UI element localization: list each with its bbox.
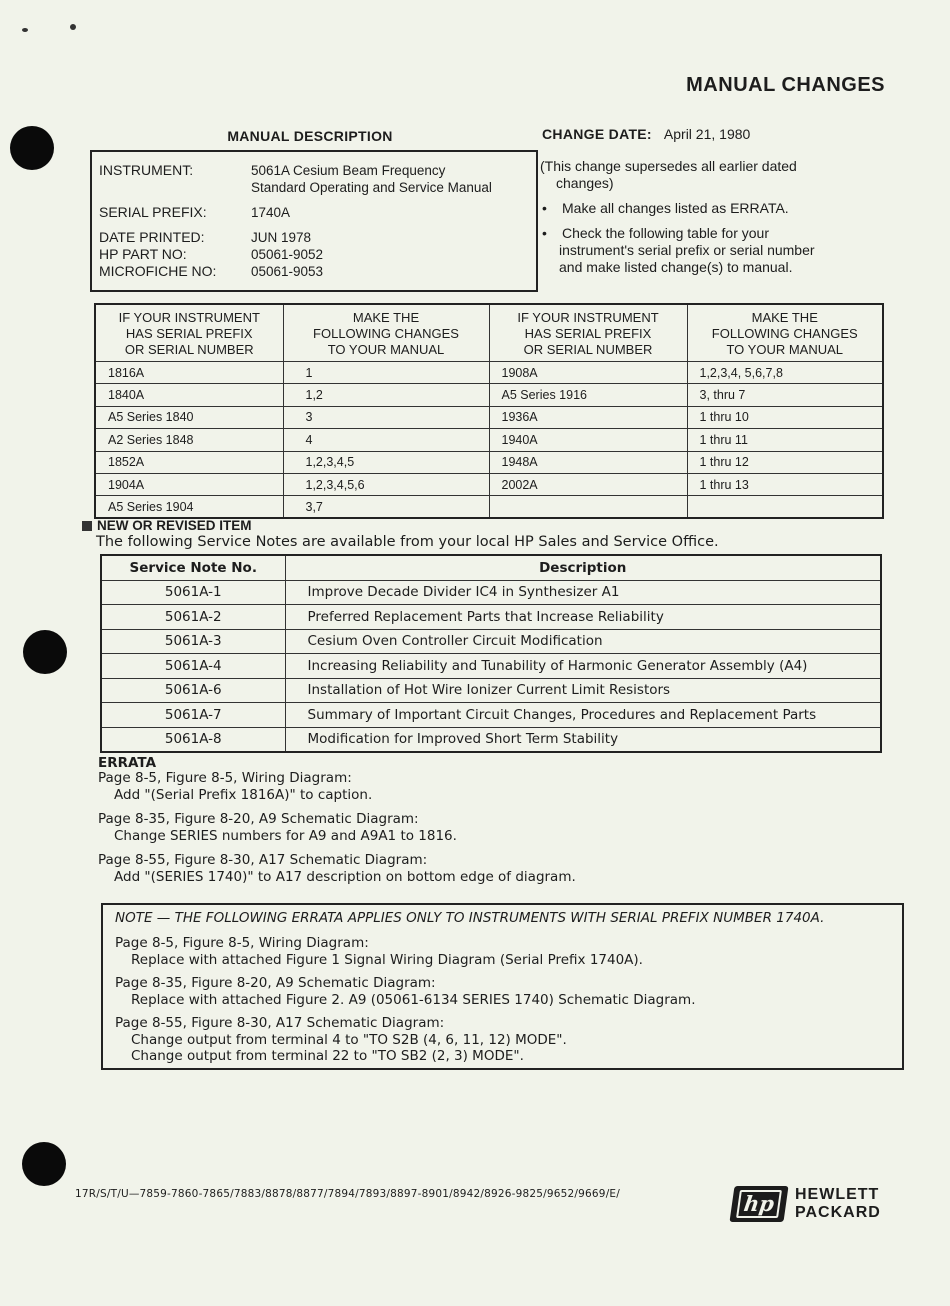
right-serial-cell: 1908A: [489, 362, 687, 384]
footer-distribution-codes: 17R/S/T/U—7859-7860-7865/7883/8878/8877/7894/7893/8897-8901/8942/8926-9825/9652/9669/E/: [75, 1188, 620, 1200]
errata-action: Change SERIES numbers for A9 and A9A1 to 1816.: [114, 828, 457, 844]
left-serial-cell: 1816A: [95, 362, 283, 384]
left-serial-cell: A5 Series 1904: [95, 496, 283, 518]
instrument-label: INSTRUMENT:: [99, 162, 194, 178]
left-serial-cell: A5 Series 1840: [95, 406, 283, 428]
table-header-row: [101, 555, 881, 580]
supersedes-line1: (This change supersedes all earlier dated: [540, 158, 797, 174]
errata-action: Add "(Serial Prefix 1816A)" to caption.: [114, 787, 373, 803]
hp-part-no-value: 05061-9052: [251, 247, 324, 262]
service-notes-table: [100, 554, 882, 753]
left-changes-cell: 3: [283, 406, 489, 428]
service-note-number: 5061A-1: [101, 580, 285, 605]
company-line2: PACKARD: [795, 1204, 881, 1221]
left-serial-cell: 1852A: [95, 451, 283, 473]
service-note-number: 5061A-3: [101, 629, 285, 654]
note-ref: Page 8-55, Figure 8-30, A17 Schematic Diagram:: [115, 1015, 445, 1031]
table-row: [101, 727, 881, 752]
instrument-value-line2: Standard Operating and Service Manual: [251, 180, 492, 195]
service-note-description: Summary of Important Circuit Changes, Procedures and Replacement Parts: [285, 703, 881, 728]
table-row: [95, 406, 883, 428]
service-note-number: 5061A-6: [101, 678, 285, 703]
table-row: [95, 362, 883, 384]
document-title: MANUAL CHANGES: [686, 74, 885, 96]
note-title: NOTE — THE FOLLOWING ERRATA APPLIES ONLY TO INSTRUMENTS WITH SERIAL PREFIX NUMBER 1740A.: [115, 910, 825, 926]
header-changes-left: MAKE THE FOLLOWING CHANGES TO YOUR MANUAL: [283, 304, 489, 362]
table-row: [101, 654, 881, 679]
note-box: [101, 903, 904, 1070]
service-note-number: 5061A-7: [101, 703, 285, 728]
header-service-note-no: Service Note No.: [101, 555, 285, 580]
instrument-row: [99, 162, 529, 196]
table-row: [101, 703, 881, 728]
errata-item: [98, 770, 372, 804]
company-name: [795, 1186, 881, 1222]
errata-ref: Page 8-55, Figure 8-30, A17 Schematic Diagram:: [98, 852, 428, 868]
supersedes-line2: changes): [556, 175, 614, 191]
note-action: Replace with attached Figure 1 Signal Wiring Diagram (Serial Prefix 1740A).: [131, 951, 643, 968]
binder-hole-3: [22, 1142, 66, 1186]
right-serial-cell: 1940A: [489, 429, 687, 451]
change-date: [542, 126, 750, 142]
note-action: Change output from terminal 4 to "TO S2B (4, 6, 11, 12) MODE".: [131, 1031, 567, 1048]
change-date-value: April 21, 1980: [663, 126, 751, 142]
microfiche-value: 05061-9053: [251, 264, 324, 279]
right-changes-cell: 1,2,3,4, 5,6,7,8: [687, 362, 883, 384]
left-serial-cell: 1840A: [95, 384, 283, 406]
bullet-icon: •: [542, 200, 547, 216]
table-row: [101, 580, 881, 605]
scan-speck: [70, 24, 76, 30]
date-printed-value: JUN 1978: [251, 230, 312, 245]
service-note-description: Improve Decade Divider IC4 in Synthesizer A1: [285, 580, 881, 605]
right-serial-cell: A5 Series 1916: [489, 384, 687, 406]
errata-heading: ERRATA: [98, 755, 157, 771]
errata-action: Add "(SERIES 1740)" to A17 description on bottom edge of diagram.: [114, 869, 576, 885]
bullet-item: [540, 225, 875, 276]
hp-part-no-label: HP PART NO:: [99, 246, 187, 262]
date-printed-row: [99, 229, 529, 246]
bullet-table-text: [559, 225, 815, 276]
serial-prefix-label: SERIAL PREFIX:: [99, 204, 207, 220]
table-row: [95, 384, 883, 406]
table-row: [101, 605, 881, 630]
right-changes-cell: 3, thru 7: [687, 384, 883, 406]
manual-description-heading: MANUAL DESCRIPTION: [227, 128, 393, 144]
left-changes-cell: 1,2: [283, 384, 489, 406]
table-row: [95, 429, 883, 451]
left-changes-cell: 1,2,3,4,5,6: [283, 473, 489, 495]
binder-hole-1: [10, 126, 54, 170]
header-description: Description: [285, 555, 881, 580]
microfiche-label: MICROFICHE NO:: [99, 263, 217, 279]
new-revised-label: NEW OR REVISED ITEM: [97, 518, 252, 533]
right-serial-cell: 1948A: [489, 451, 687, 473]
service-note-description: Cesium Oven Controller Circuit Modification: [285, 629, 881, 654]
note-action: Change output from terminal 22 to "TO SB2 (2, 3) MODE".: [131, 1048, 524, 1064]
right-changes-cell: 1 thru 10: [687, 406, 883, 428]
binder-hole-2: [23, 630, 67, 674]
bullet-line: instrument's serial prefix or serial number: [559, 242, 815, 258]
table-row: [101, 678, 881, 703]
bullet-line: and make listed change(s) to manual.: [559, 259, 793, 275]
header-changes-right: MAKE THE FOLLOWING CHANGES TO YOUR MANUAL: [687, 304, 883, 362]
service-note-description: Preferred Replacement Parts that Increase Reliability: [285, 605, 881, 630]
instrument-value: [251, 162, 529, 196]
microfiche-row: [99, 263, 529, 280]
table-row: [95, 451, 883, 473]
hp-logo-icon: [729, 1186, 788, 1222]
left-changes-cell: 4: [283, 429, 489, 451]
manual-description-box: [90, 150, 538, 292]
left-changes-cell: 3,7: [283, 496, 489, 518]
scan-speck: [22, 28, 28, 32]
note-ref: Page 8-5, Figure 8-5, Wiring Diagram:: [115, 935, 369, 951]
change-date-label: CHANGE DATE:: [542, 126, 652, 142]
square-bullet-icon: [82, 521, 92, 531]
bullet-line: Check the following table for your: [562, 225, 769, 241]
note-item: [115, 1015, 567, 1065]
right-serial-cell: 1936A: [489, 406, 687, 428]
errata-ref: Page 8-35, Figure 8-20, A9 Schematic Diagram:: [98, 811, 419, 827]
new-revised-item: [82, 518, 252, 533]
change-notes: [540, 158, 875, 276]
note-action: Replace with attached Figure 2. A9 (05061-6134 SERIES 1740) Schematic Diagram.: [131, 991, 696, 1008]
service-notes-intro: The following Service Notes are available from your local HP Sales and Service Office.: [96, 534, 719, 550]
header-serial-left: IF YOUR INSTRUMENT HAS SERIAL PREFIX OR SERIAL NUMBER: [95, 304, 283, 362]
serial-prefix-row: [99, 204, 529, 221]
note-item: [115, 975, 695, 1008]
service-note-number: 5061A-8: [101, 727, 285, 752]
hp-logo-mark: hp: [736, 1190, 782, 1218]
instrument-value-line1: 5061A Cesium Beam Frequency: [251, 163, 446, 178]
table-row: [95, 496, 883, 518]
table-row: [101, 629, 881, 654]
left-serial-cell: A2 Series 1848: [95, 429, 283, 451]
header-serial-right: IF YOUR INSTRUMENT HAS SERIAL PREFIX OR SERIAL NUMBER: [489, 304, 687, 362]
bullet-icon: •: [542, 225, 547, 241]
right-serial-cell: [489, 496, 687, 518]
bullet-item: [540, 200, 875, 217]
errata-item: [98, 852, 576, 886]
right-changes-cell: 1 thru 12: [687, 451, 883, 473]
errata-ref: Page 8-5, Figure 8-5, Wiring Diagram:: [98, 770, 352, 786]
table-row: [95, 473, 883, 495]
table-header-row: [95, 304, 883, 362]
service-note-description: Increasing Reliability and Tunability of Harmonic Generator Assembly (A4): [285, 654, 881, 679]
serial-prefix-table: [94, 303, 884, 519]
service-note-number: 5061A-2: [101, 605, 285, 630]
left-changes-cell: 1,2,3,4,5: [283, 451, 489, 473]
company-line1: HEWLETT: [795, 1186, 880, 1203]
date-printed-label: DATE PRINTED:: [99, 229, 205, 245]
note-ref: Page 8-35, Figure 8-20, A9 Schematic Diagram:: [115, 975, 436, 991]
note-item: [115, 935, 643, 968]
service-note-description: Modification for Improved Short Term Stability: [285, 727, 881, 752]
right-changes-cell: 1 thru 11: [687, 429, 883, 451]
service-note-description: Installation of Hot Wire Ionizer Current Limit Resistors: [285, 678, 881, 703]
left-serial-cell: 1904A: [95, 473, 283, 495]
right-changes-cell: 1 thru 13: [687, 473, 883, 495]
bullet-errata-text: Make all changes listed as ERRATA.: [562, 200, 789, 216]
service-note-number: 5061A-4: [101, 654, 285, 679]
hp-part-no-row: [99, 246, 529, 263]
left-changes-cell: 1: [283, 362, 489, 384]
right-serial-cell: 2002A: [489, 473, 687, 495]
serial-prefix-value: 1740A: [251, 205, 291, 220]
errata-item: [98, 811, 457, 845]
right-changes-cell: [687, 496, 883, 518]
